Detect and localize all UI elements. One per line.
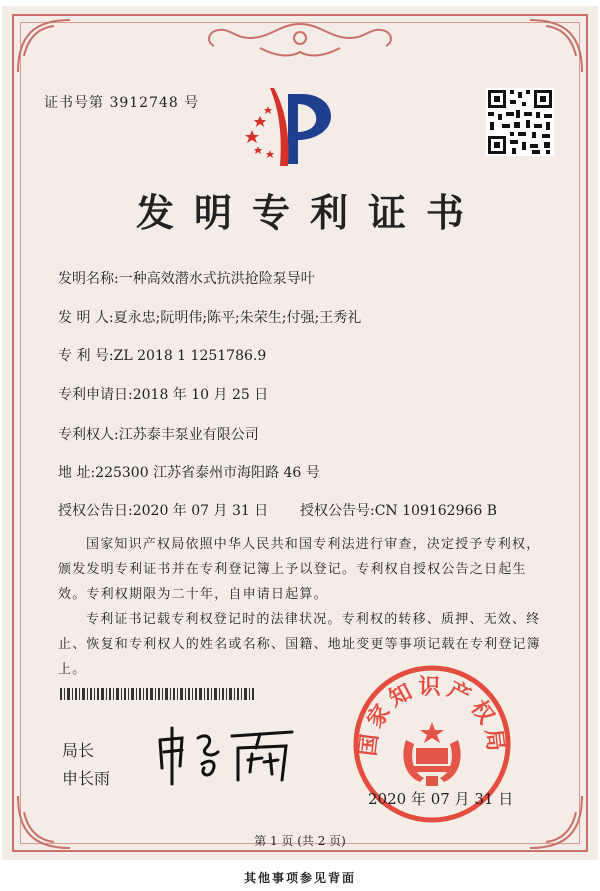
inventor-row (58, 307, 361, 327)
patentee-label: 专利权人: (58, 427, 119, 443)
certificate-number-label: 证书号第 (44, 95, 104, 111)
footer-note: 其他事项参见背面 (243, 871, 356, 885)
certificate-number (44, 92, 199, 112)
announce-date-row (58, 500, 268, 520)
inventor-label: 发 明 人: (58, 310, 114, 326)
invention-name-label: 发明名称: (58, 271, 119, 287)
announce-number-row (300, 500, 497, 520)
patent-number-value: ZL 2018 1 1251786.9 (113, 348, 267, 364)
certificate-number-value: 3912748 (109, 95, 179, 111)
invention-name-row (58, 268, 315, 288)
address-label: 地 址: (58, 465, 96, 481)
announce-date-label: 授权公告日: (58, 503, 133, 519)
announce-number-value: CN 109162966 B (374, 503, 498, 519)
certificate-title: 发明专利证书 (135, 190, 484, 235)
corner-ornament-tl (14, 16, 74, 76)
announce-date-value: 2020 年 07 月 31 日 (132, 503, 269, 519)
patentee-row (58, 424, 259, 444)
filing-date-row (58, 384, 268, 404)
address-row (58, 462, 320, 482)
barcode-icon (60, 688, 256, 700)
address-value: 225300 江苏省泰州市海阳路 46 号 (95, 465, 320, 481)
announce-number-label: 授权公告号: (300, 503, 375, 519)
filing-date-label: 专利申请日: (58, 387, 133, 403)
patent-number-label: 专 利 号: (58, 348, 114, 364)
patent-office-logo-icon (240, 82, 350, 172)
qr-code-icon (486, 88, 554, 156)
corner-ornament-tr (526, 16, 586, 76)
page-number: 第 1 页 (共 2 页) (254, 834, 346, 848)
statement-paragraph-2: 专利证书记载专利权登记时的法律状况。专利权的转移、质押、无效、终止、恢复和专利权人的姓名或名称、国籍、地址变更等事项记载在专利登记簿上。 (58, 612, 541, 677)
handwritten-signature-icon (152, 718, 302, 788)
invention-name-value: 一种高效潜水式抗洪抢险泵导叶 (118, 271, 315, 287)
director-title: 局长 (62, 741, 95, 760)
director-name: 申长雨 (62, 769, 111, 788)
filing-date-value: 2018 年 10 月 25 日 (132, 387, 269, 403)
statement-paragraph-1: 国家知识产权局依照中华人民共和国专利法进行审查，决定授予专利权，颁发发明专利证书并在专利登记簿上予以登记。专利权自授权公告之日起生效。专利权期限为二十年，自申请日起算。 (58, 537, 541, 602)
top-ornament (200, 18, 400, 64)
patentee-value: 江苏泰丰泵业有限公司 (118, 427, 259, 443)
seal-text: 国家知识产权局 (355, 675, 509, 758)
seal-date: 2020 年 07 月 31 日 (368, 790, 514, 808)
certificate-number-suffix: 号 (184, 95, 200, 111)
inventor-value: 夏永忠;阮明伟;陈平;朱荣生;付强;王秀礼 (113, 310, 362, 326)
patent-number-row (58, 345, 266, 365)
